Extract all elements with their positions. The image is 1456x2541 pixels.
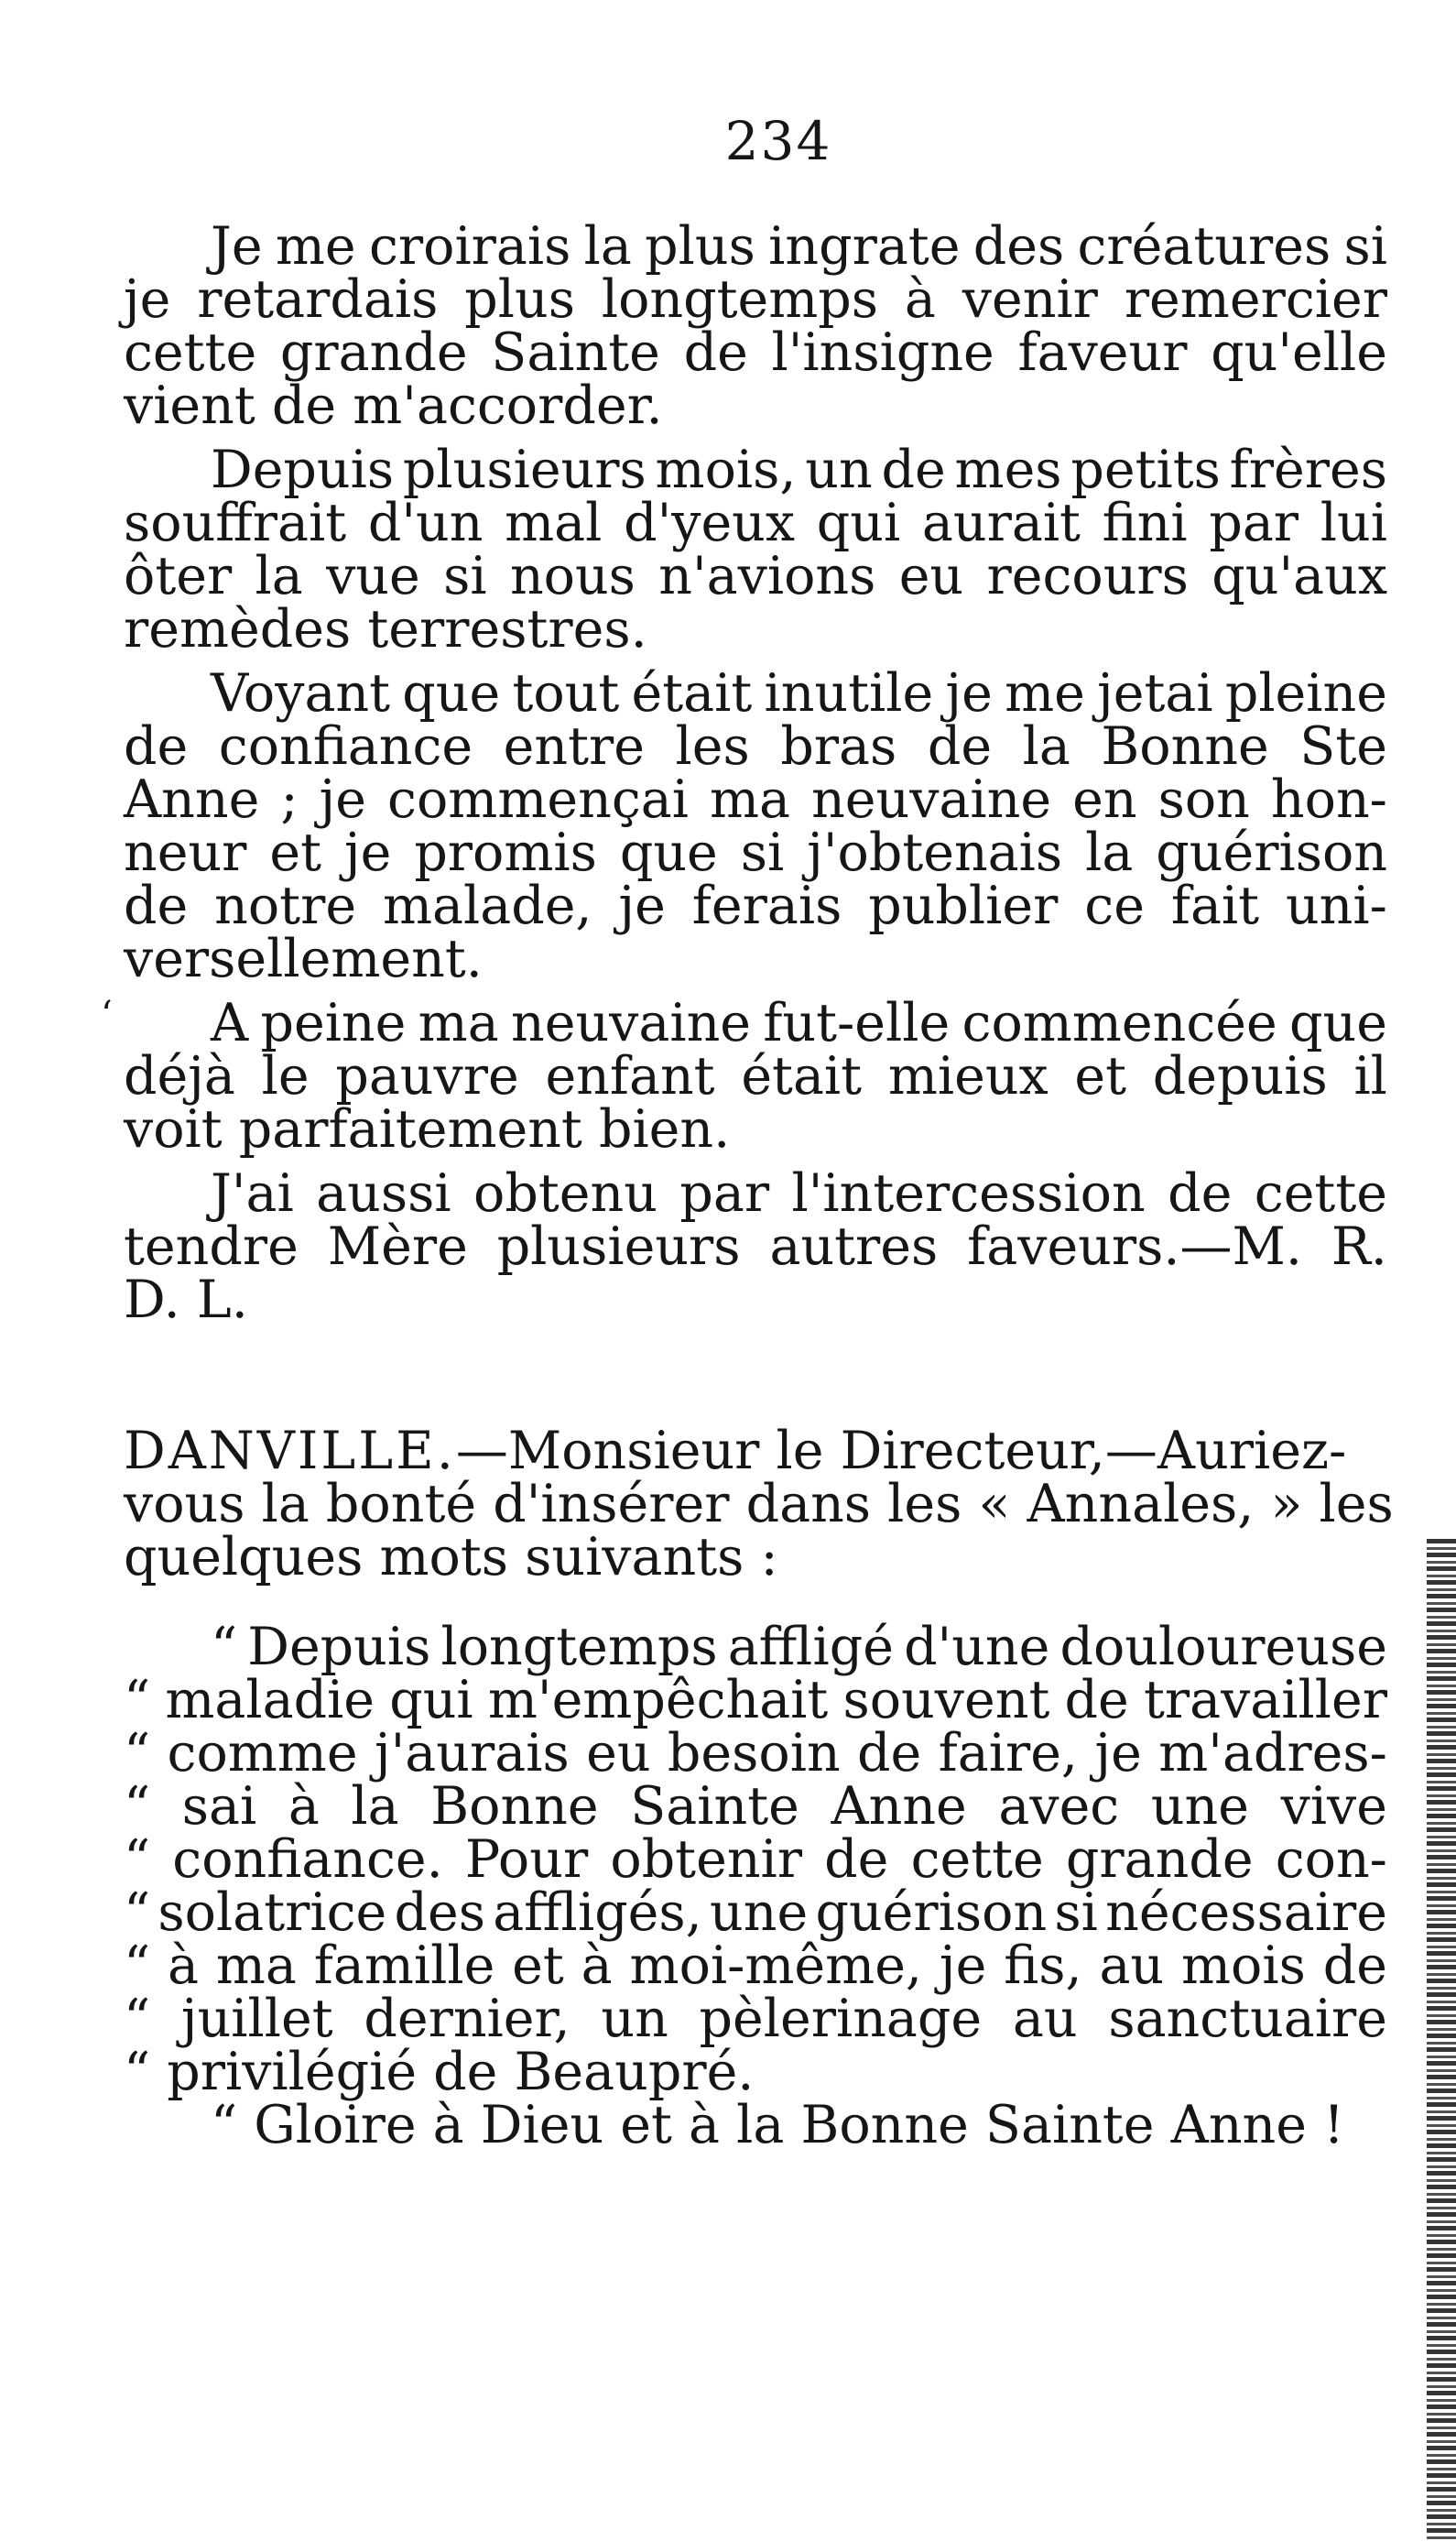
intro-line-text: vous la bonté d'insérer dans les « Annales, » les (124, 1474, 1394, 1534)
word: neuvaine (511, 993, 752, 1053)
word: promis (414, 823, 597, 883)
word: affligés, (493, 1882, 702, 1943)
text-line (124, 322, 1387, 383)
word: peine (260, 993, 407, 1053)
word: m'empêchait (487, 1670, 829, 1730)
word: frères (1229, 440, 1387, 500)
word: cette (910, 1829, 1044, 1890)
word: me (1005, 663, 1085, 724)
word: ; (280, 769, 299, 830)
word: Depuis (211, 440, 395, 500)
word: de (1168, 1163, 1233, 1224)
word: travailler (1143, 1670, 1387, 1730)
word: Pour (464, 1829, 589, 1890)
word: Je (211, 216, 263, 277)
margin-mark: ʻ (101, 994, 113, 1036)
word: faveurs.—M. (967, 1216, 1302, 1277)
word: souffrait (124, 493, 347, 553)
word: les (675, 716, 750, 777)
word: et (512, 1936, 564, 1996)
word: croirais (368, 216, 571, 277)
word: A (211, 993, 249, 1053)
word: en (1072, 769, 1137, 830)
paragraph (124, 216, 1387, 436)
word: l'insigne (771, 322, 994, 383)
text-line (124, 823, 1387, 883)
word: “ (124, 1936, 151, 1996)
word: de (124, 876, 189, 936)
word: était (741, 1046, 863, 1107)
word: dernier, (364, 1989, 570, 2049)
word: sai (181, 1776, 257, 1837)
letter-testimony-danville (124, 1421, 1394, 2155)
word: si (1054, 1882, 1098, 1943)
word: que (402, 663, 501, 724)
word: de (824, 1829, 889, 1890)
word: l'intercession (791, 1163, 1146, 1224)
word: par (1209, 493, 1299, 553)
word: un (805, 440, 873, 500)
word: plusieurs (496, 1216, 741, 1277)
word: lui (1320, 493, 1387, 553)
word: neur (124, 823, 247, 883)
word: ma (215, 1936, 297, 1996)
word: aurait (921, 493, 1081, 553)
word: solatrice (158, 1882, 387, 1943)
page-text (124, 216, 1394, 2155)
word: Voyant (211, 663, 391, 724)
word: famille (313, 1936, 495, 1996)
word: guérison (815, 1882, 1048, 1943)
word: et (269, 823, 321, 883)
word: confiance (218, 716, 473, 777)
word: affligé (727, 1617, 894, 1677)
quote-line (124, 1936, 1387, 1996)
word: grande (1065, 1829, 1254, 1890)
page-number: 234 (724, 110, 832, 172)
word: confiance. (172, 1829, 443, 1890)
word: malade, (382, 876, 592, 936)
quote-line (124, 1670, 1387, 1730)
intro-line (124, 1527, 1387, 1587)
word: notre (214, 876, 357, 936)
letter2-intro-first-line (124, 1421, 1387, 1481)
word: nous (509, 546, 636, 606)
word: grande (279, 322, 468, 383)
word: au (1012, 1989, 1078, 2049)
word: de (1322, 1936, 1387, 1996)
word: cette (124, 322, 257, 383)
word: “ (124, 1723, 151, 1783)
quote-line-text: “ privilégié de Beaupré. (124, 2042, 755, 2102)
word: j'aurais (374, 1723, 570, 1783)
word: “ (211, 1617, 238, 1677)
page-binding-edge (1427, 1539, 1456, 2541)
word: par (679, 1163, 770, 1224)
word: de (927, 716, 993, 777)
word: “ (124, 1829, 151, 1890)
word: plus (645, 216, 755, 277)
text-line-text: voit parfaitement bien. (124, 1099, 731, 1160)
word: la (255, 546, 303, 606)
word: ferais (691, 876, 842, 936)
word: eu (586, 1723, 651, 1783)
word: moi-même, (629, 1936, 923, 1996)
quote-line (124, 1617, 1387, 1677)
word: ôter (124, 546, 233, 606)
word: depuis (1152, 1046, 1328, 1107)
word: ma (710, 769, 791, 830)
text-line (124, 1046, 1387, 1107)
word: et (1074, 1046, 1127, 1107)
word: des (394, 1882, 485, 1943)
word: recours (986, 546, 1189, 606)
word: créatures (1077, 216, 1331, 277)
word: guérison (1156, 823, 1387, 883)
paragraph (124, 993, 1387, 1160)
word: la (583, 216, 632, 277)
word: nécessaire (1105, 1882, 1387, 1943)
quoted-testimony (124, 1617, 1387, 2102)
word: longtemps (601, 269, 879, 330)
word: d'une (904, 1617, 1050, 1677)
word: fait (1170, 876, 1260, 936)
word: déjà (124, 1046, 235, 1107)
quote-line (124, 1776, 1387, 1837)
word: la (1022, 716, 1070, 777)
word: une (710, 1882, 809, 1943)
word: n'avions (658, 546, 876, 606)
word: si (1343, 216, 1387, 277)
word: Anne (831, 1776, 967, 1837)
word: autres (769, 1216, 939, 1277)
word: longtemps (440, 1617, 718, 1677)
word: à (581, 1936, 613, 1996)
word: je (1094, 1723, 1142, 1783)
word: retardais (197, 269, 439, 330)
word: le (261, 1046, 310, 1107)
text-line (124, 993, 1387, 1053)
word: pleine (1224, 663, 1387, 724)
word: enfant (545, 1046, 715, 1107)
word: si (740, 823, 785, 883)
word: d'yeux (624, 493, 796, 553)
text-line (124, 929, 1387, 989)
word: entre (503, 716, 645, 777)
text-line (124, 876, 1387, 936)
word: R. (1331, 1216, 1387, 1277)
word: comme (167, 1723, 358, 1783)
word: Anne (124, 769, 260, 830)
word: “ (124, 1882, 151, 1943)
word: venir (962, 269, 1098, 330)
word: obtenir (610, 1829, 803, 1890)
word: mes (954, 440, 1062, 500)
word: des (972, 216, 1065, 277)
word: con- (1275, 1829, 1387, 1890)
word: qu'elle (1211, 322, 1387, 383)
word: inutile (764, 663, 934, 724)
closing-text: “ Gloire à Dieu et à la Bonne Sainte Anne ! (211, 2095, 1344, 2155)
text-line (124, 1270, 1387, 1330)
paragraph (124, 663, 1387, 989)
word: de (881, 440, 946, 500)
word: la (351, 1776, 399, 1837)
text-line-text: versellement. (124, 929, 483, 989)
word: que (1289, 993, 1387, 1053)
word: me (275, 216, 356, 277)
word: souvent (842, 1670, 1050, 1730)
text-line (124, 599, 1387, 660)
word: besoin (667, 1723, 841, 1783)
word: maladie (165, 1670, 375, 1730)
word: que (619, 823, 718, 883)
word: qui (816, 493, 901, 553)
intro-line: —Monsieur le Directeur,—Auriez- (455, 1421, 1347, 1481)
word: tendre (124, 1216, 299, 1277)
word: avec (998, 1776, 1120, 1837)
word: un (601, 1989, 668, 2049)
word: plusieurs (402, 440, 647, 500)
text-line (124, 769, 1387, 830)
word: je (939, 1936, 987, 1996)
word: “ (124, 1989, 151, 2049)
word: de (124, 716, 189, 777)
text-line (124, 269, 1387, 330)
word: commencée (962, 993, 1277, 1053)
word: juillet (180, 1989, 333, 2049)
intro-line (124, 1474, 1394, 1534)
word: qu'aux (1212, 546, 1387, 606)
word: aussi (316, 1163, 451, 1224)
word: mieux (887, 1046, 1049, 1107)
text-line-text: remèdes terrestres. (124, 599, 647, 660)
word: ma (418, 993, 499, 1053)
word: Bonne (1101, 716, 1269, 777)
word: son (1157, 769, 1250, 830)
word: ingrate (768, 216, 961, 277)
word: à (288, 1776, 320, 1837)
quote-line (124, 1723, 1387, 1783)
text-line (124, 440, 1387, 500)
paragraph (124, 440, 1387, 660)
word: à (904, 269, 936, 330)
word: Mère (327, 1216, 468, 1277)
word: mal (505, 493, 603, 553)
text-line (124, 216, 1387, 277)
word: Sainte (491, 322, 660, 383)
word: remercier (1124, 269, 1387, 330)
word: de (1064, 1670, 1129, 1730)
word: J'ai (211, 1163, 294, 1224)
word: pauvre (335, 1046, 519, 1107)
word: Sainte (630, 1776, 799, 1837)
text-line (124, 1099, 1387, 1160)
word: qui (389, 1670, 473, 1730)
word: si (443, 546, 487, 606)
quote-line (124, 1989, 1387, 2049)
word: sanctuaire (1108, 1989, 1387, 2049)
word: à (168, 1936, 199, 1996)
word: était (631, 663, 753, 724)
paragraph (124, 1163, 1387, 1330)
word: de (857, 1723, 922, 1783)
word: fini (1102, 493, 1188, 553)
letter-testimony-1 (124, 216, 1387, 1337)
word: jetai (1097, 663, 1213, 724)
word: fis, (1004, 1936, 1082, 1996)
word: vive (1280, 1776, 1387, 1837)
quote-line (124, 1829, 1387, 1890)
word: de (683, 322, 748, 383)
quote-line (124, 1882, 1387, 1943)
word: je (319, 769, 367, 830)
word: vue (326, 546, 420, 606)
word: je (124, 269, 171, 330)
word: je (343, 823, 392, 883)
text-line (124, 716, 1387, 777)
quote-line (124, 2042, 1387, 2102)
word: pèlerinage (699, 1989, 983, 2049)
word: m'adres- (1158, 1723, 1387, 1783)
word: obtenu (473, 1163, 657, 1224)
word: Bonne (430, 1776, 599, 1837)
word: bras (780, 716, 897, 777)
text-line (124, 663, 1387, 724)
text-line-text: D. L. (124, 1270, 248, 1330)
intro-line-text: quelques mots suivants : (124, 1527, 778, 1587)
word: d'un (367, 493, 484, 553)
word: plus (464, 269, 575, 330)
word: mois, (655, 440, 797, 500)
word: petits (1070, 440, 1221, 500)
word: je (945, 663, 993, 724)
word: ce (1084, 876, 1145, 936)
place-name: DANVILLE. (124, 1421, 456, 1481)
word: publier (868, 876, 1059, 936)
word: Depuis (247, 1617, 431, 1677)
word: “ (124, 1670, 151, 1730)
text-line (124, 1163, 1387, 1224)
closing-line (124, 2095, 1387, 2155)
word: Ste (1299, 716, 1387, 777)
word: une (1150, 1776, 1249, 1837)
word: cette (1254, 1163, 1387, 1224)
word: eu (898, 546, 964, 606)
word: commençai (387, 769, 689, 830)
word: uni- (1285, 876, 1387, 936)
word: “ (124, 1776, 151, 1837)
text-line (124, 1216, 1387, 1277)
text-line-text: vient de m'accorder. (124, 376, 663, 436)
word: mois (1181, 1936, 1306, 1996)
word: fut-elle (763, 993, 951, 1053)
word: il (1353, 1046, 1387, 1107)
word: faire, (938, 1723, 1079, 1783)
word: la (1085, 823, 1134, 883)
word: neuvaine (811, 769, 1052, 830)
word: je (618, 876, 666, 936)
text-line (124, 493, 1387, 553)
text-line (124, 546, 1387, 606)
word: au (1099, 1936, 1165, 1996)
text-line (124, 376, 1387, 436)
word: douloureuse (1059, 1617, 1387, 1677)
word: hon- (1270, 769, 1387, 830)
word: faveur (1017, 322, 1188, 383)
word: tout (512, 663, 620, 724)
word: j'obtenais (807, 823, 1063, 883)
